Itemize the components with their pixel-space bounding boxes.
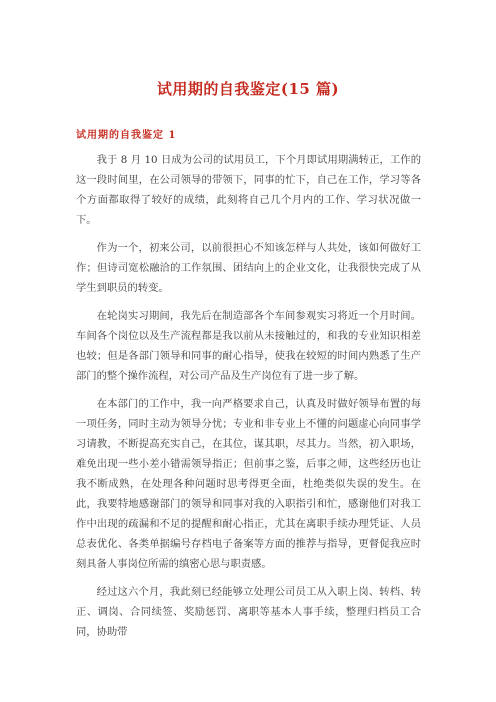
paragraph: 作为一个，初来公司，以前很担心不知该怎样与人共处，该如何做好工作；但诗司宽松融洽的工作氛围、团结向上的企业文化，让我很快完成了从学生到职员的转变。 [76,242,421,294]
section-heading: 试用期的自我鉴定 1 [76,130,177,141]
paragraph: 在轮岗实习期间，我先后在制造部各个车间参观实习将近一个月时间。车间各个岗位以及生产流程都是我以前从未接触过的，和我的专业知识相差也较；但是各部门领导和同事的耐心指导，使我在较短的时间内熟悉了生产部门的整个操作流程，对公司产品及生产岗位有了进一步了解。 [76,310,421,382]
paragraph: 经过这六个月，我此刻已经能够立处理公司员工从入职上岗、转档、转正、调岗、合同续签、奖励惩罚、离职等基本人事手续，整理归档员工合同，协助带 [76,586,421,638]
paragraph: 在本部门的工作中，我一向严格要求自己，认真及时做好领导布置的每一项任务，同时主动为领导分忧；专业和非专业上不懂的问题虚心向同事学习请教，不断提高充实自己，在其位，谋其职，尽其力。当然，初入职场，难免出现一些小差小错需领导指正；但前事之鉴，后事之师，这些经历也让我不断成熟，在处理各种问题时思考得更全面，杜绝类似失误的发生。在此，我要特地感谢部门的领导和同事对我的入职指引和忙，感谢他们对我工作中出现的疏漏和不足的提醒和耐心指正，尤其在离职手续办理凭证、人员总表优化、各类单据编号存档电子备案等方面的推荐与指导，更督促我应时刻具备人事岗位所需的缜密心思与职责感。 [76,398,421,570]
document-body [76,150,421,650]
paragraph: 我于 8 月 10 日成为公司的试用员工，下个月即试用期满转正，工作的这一段时间里，在公司领导的带领下，同事的忙下，自己在工作，学习等各个方面都取得了较好的成绩，此刻将自己几个月内的工作、学习状况做一下。 [76,154,421,226]
document-title: 试用期的自我鉴定(15 篇) [156,80,340,98]
